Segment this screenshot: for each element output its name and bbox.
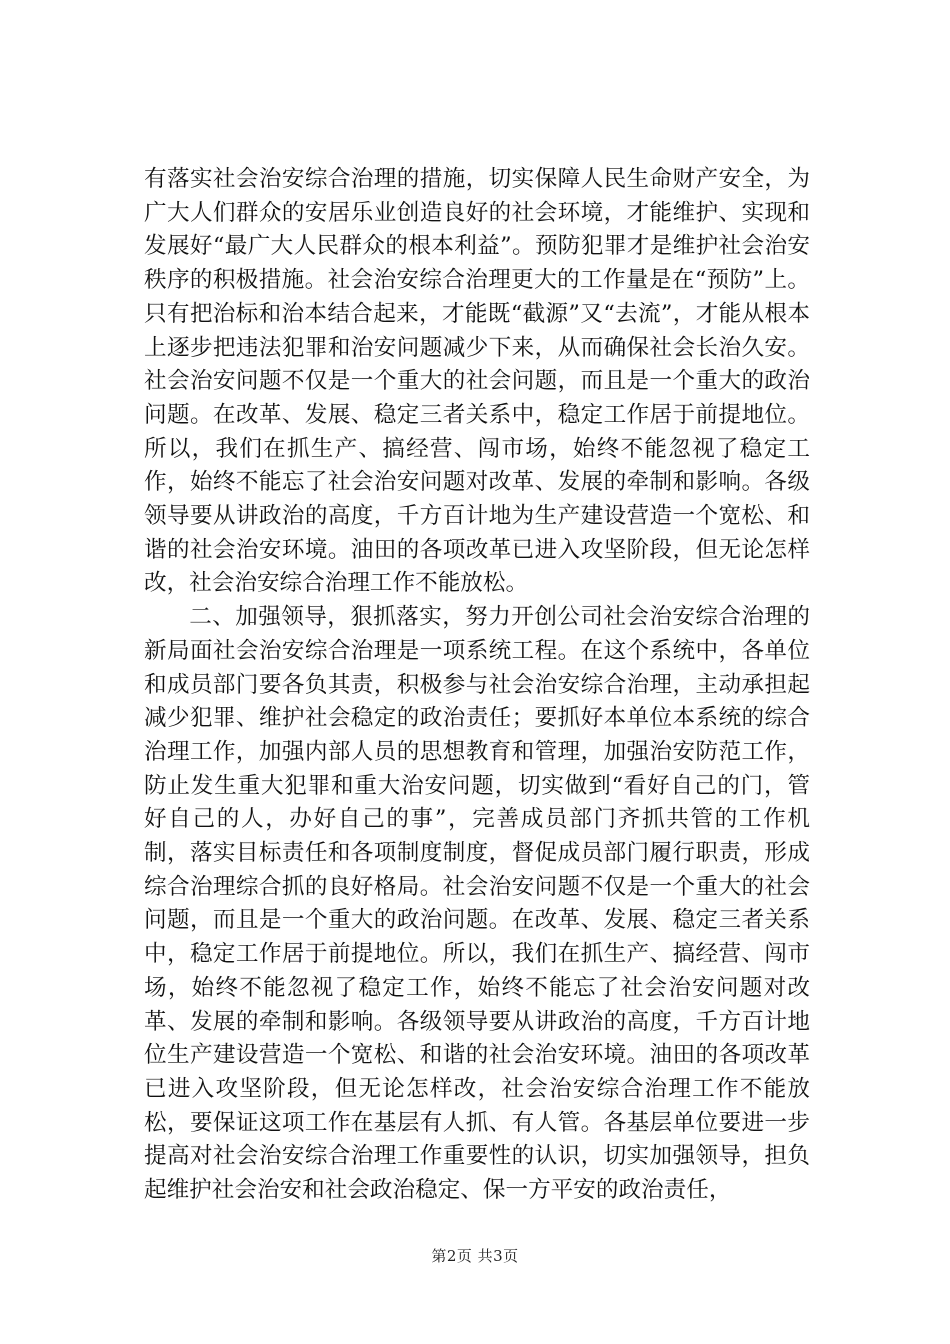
paragraph-1: 有落实社会治安综合治理的措施，切实保障人民生命财产安全，为广大人们群众的安居乐业创造良好的社会环境，才能维护、实现和发展好“最广大人民群众的根本利益”。预防犯罪才是维护社会治安秩序的积极措施。社会治安综合治理更大的工作量是在“预防”上。只有把治标和治本结合起来，才能既“截源”又“去流”，才能从根本上逐步把违法犯罪和治安问题减少下来，从而确保社会长治久安。社会治安问题不仅是一个重大的社会问题，而且是一个重大的政治问题。在改革、发展、稳定三者关系中，稳定工作居于前提地位。所以，我们在抓生产、搞经营、闯市场，始终不能忽视了稳定工作，始终不能忘了社会治安问题对改革、发展的牵制和影响。各级领导要从讲政治的高度，千方百计地为生产建设营造一个宽松、和谐的社会治安环境。油田的各项改革已进入攻坚阶段，但无论怎样改，社会治安综合治理工作不能放松。 [144,166,810,597]
paragraph-2: 二、加强领导，狠抓落实，努力开创公司社会治安综合治理的新局面社会治安综合治理是一项系统工程。在这个系统中，各单位和成员部门要各负其责，积极参与社会治安综合治理，主动承担起减少犯罪、维护社会稳定的政治责任；要抓好本单位本系统的综合治理工作，加强内部人员的思想教育和管理，加强治安防范工作，防止发生重大犯罪和重大治安问题，切实做到“看好自己的门，管好自己的人，办好自己的事”，完善成员部门齐抓共管的工作机制，落实目标责任和各项制度制度，督促成员部门履行职责，形成综合治理综合抓的良好格局。社会治安问题不仅是一个重大的社会问题，而且是一个重大的政治问题。在改革、发展、稳定三者关系中，稳定工作居于前提地位。所以，我们在抓生产、搞经营、闯市场，始终不能忽视了稳定工作，始终不能忘了社会治安问题对改革、发展的牵制和影响。各级领导要从讲政治的高度，千方百计地位生产建设营造一个宽松、和谐的社会治安环境。油田的各项改革已进入攻坚阶段，但无论怎样改，社会治安综合治理工作不能放松，要保证这项工作在基层有人抓、有人管。各基层单位要进一步提高对社会治安综合治理工作重要性的认识，切实加强领导，担负起维护社会治安和社会政治稳定、保一方平安的政治责任， [144,604,810,1204]
document-body [144,163,810,1208]
page-number-footer: 第2页 共3页 [431,1247,519,1265]
